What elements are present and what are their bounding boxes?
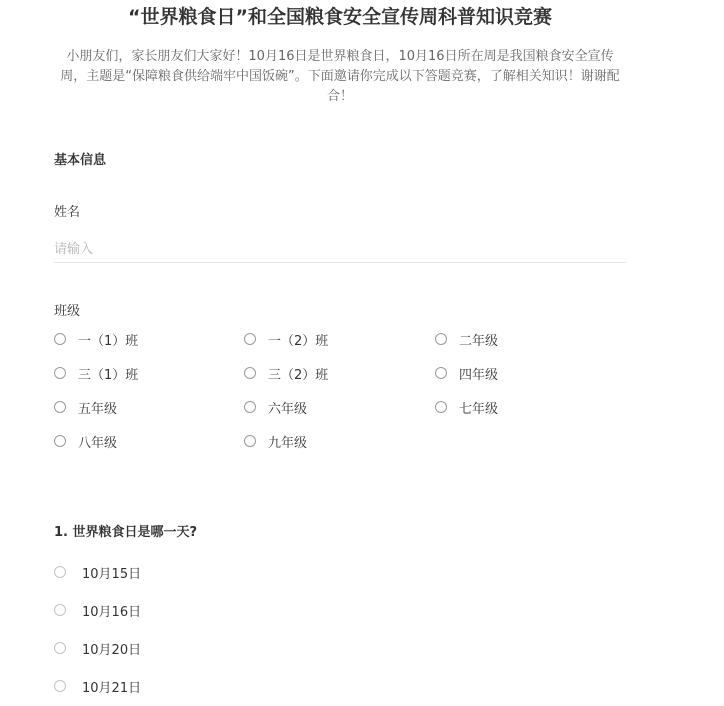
question-1-option-a[interactable] <box>54 562 141 582</box>
survey-intro: 小朋友们，家长朋友们大家好！10月16日是世界粮食日，10月16日所在周是我国粮食安全宣传周，主题是“保障粮食供给端牢中国饭碗”。下面邀请你完成以下答题竞赛，了解相关知识！谢谢配合！ <box>60 49 620 104</box>
class-option-label: 四年级 <box>459 367 499 383</box>
class-option-3-1[interactable] <box>54 363 138 383</box>
class-option-grade-8[interactable] <box>54 431 117 451</box>
question-option-label: 10月21日 <box>82 680 142 696</box>
class-option-label: 七年级 <box>459 401 499 417</box>
radio-circle-icon[interactable] <box>54 642 66 654</box>
radio-circle-icon[interactable] <box>54 680 66 692</box>
name-input[interactable] <box>54 236 626 263</box>
class-option-grade-7[interactable] <box>435 397 498 417</box>
class-option-label: 一（2）班 <box>268 333 329 349</box>
radio-circle-icon[interactable] <box>244 435 256 447</box>
class-option-label: 八年级 <box>78 435 118 451</box>
radio-circle-icon[interactable] <box>435 401 447 413</box>
class-option-grade-2[interactable] <box>435 329 498 349</box>
class-option-3-2[interactable] <box>244 363 328 383</box>
class-option-label: 九年级 <box>268 435 308 451</box>
question-1-option-d[interactable] <box>54 676 141 696</box>
basic-info-heading: 基本信息 <box>54 153 107 168</box>
survey-title: “世界粮食日”和全国粮食安全宣传周科普知识竞赛 <box>128 6 552 28</box>
radio-circle-icon[interactable] <box>54 435 66 447</box>
question-option-label: 10月16日 <box>82 604 142 620</box>
class-option-1-1[interactable] <box>54 329 138 349</box>
radio-circle-icon[interactable] <box>54 367 66 379</box>
radio-circle-icon[interactable] <box>54 401 66 413</box>
class-option-label: 六年级 <box>268 401 308 417</box>
name-label: 姓名 <box>54 205 81 220</box>
radio-circle-icon[interactable] <box>244 401 256 413</box>
question-1-option-b[interactable] <box>54 600 141 620</box>
question-1-option-c[interactable] <box>54 638 141 658</box>
radio-circle-icon[interactable] <box>435 333 447 345</box>
radio-circle-icon[interactable] <box>54 566 66 578</box>
radio-circle-icon[interactable] <box>244 333 256 345</box>
radio-circle-icon[interactable] <box>435 367 447 379</box>
radio-circle-icon[interactable] <box>54 604 66 616</box>
class-option-label: 三（2）班 <box>268 367 329 383</box>
question-option-label: 10月15日 <box>82 566 142 582</box>
radio-circle-icon[interactable] <box>54 333 66 345</box>
radio-circle-icon[interactable] <box>244 367 256 379</box>
class-option-label: 五年级 <box>78 401 118 417</box>
class-option-label: 三（1）班 <box>78 367 139 383</box>
class-option-label: 一（1）班 <box>78 333 139 349</box>
class-option-label: 二年级 <box>459 333 499 349</box>
class-option-grade-4[interactable] <box>435 363 498 383</box>
class-label: 班级 <box>54 304 81 319</box>
class-option-grade-9[interactable] <box>244 431 307 451</box>
question-1-title: 1. 世界粮食日是哪一天? <box>54 525 198 540</box>
class-option-grade-5[interactable] <box>54 397 117 417</box>
class-option-grade-6[interactable] <box>244 397 307 417</box>
class-option-1-2[interactable] <box>244 329 328 349</box>
question-option-label: 10月20日 <box>82 642 142 658</box>
